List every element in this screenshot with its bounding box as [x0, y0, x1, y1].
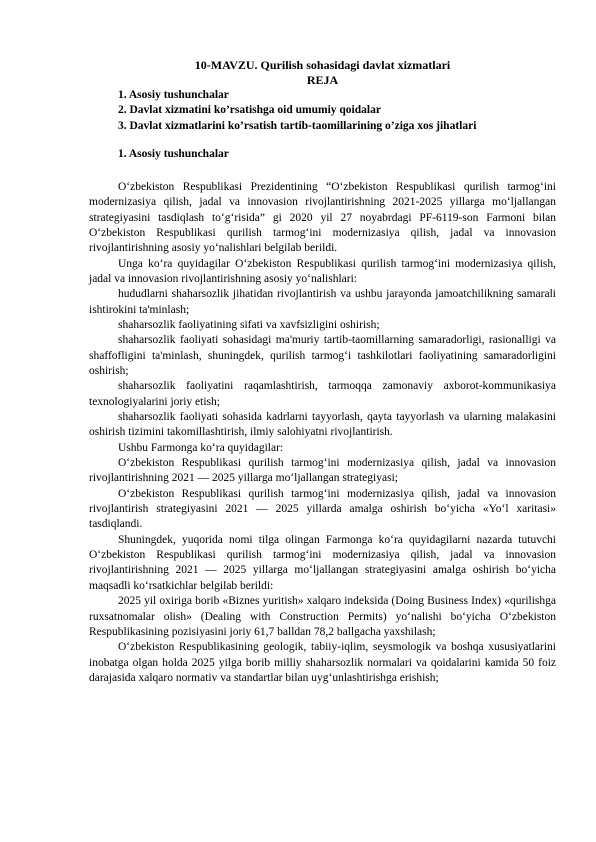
paragraph: shaharsozlik faoliyati sohasidagi ma'muriy tartib-taomillarning samaradorligi, rasionalligi va shaffofligini ta'minlash, shuningdek, qurilish tarmog‘i tashkilotlari faoliyatining samaradorligini oshirish;: [89, 334, 556, 378]
paragraph: O‘zbekiston Respublikasining geologik, tabiiy-iqlim, seysmologik va boshqa xususiyatlarini inobatga olgan holda 2025 yilga borib milliy shaharsozlik normalari va qoidalarini kamida 50 foiz darajasida xalqaro normativ va standartlar bilan uyg‘unlashtirishga erishish;: [89, 641, 556, 684]
document-title: 10-MAVZU. Qurilish sohasidagi davlat xizmatlari: [194, 58, 451, 72]
paragraph: shaharsozlik faoliyatining sifati va xavfsizligini oshirish;: [118, 318, 380, 331]
paragraph: shaharsozlik faoliyatini raqamlashtirish, tarmoqqa zamonaviy axborot-kommunikasiya texnologiyalarini joriy etish;: [89, 380, 556, 408]
plan-item: 3. Davlat xizmatlarini ko’rsatish tartib-taomillarining o’ziga xos jihatlari: [118, 119, 477, 132]
paragraph: 2025 yil oxiriga borib «Biznes yuritish» xalqaro indeksida (Doing Business Index) «qurilishga ruxsatnomalar olish» (Dealing with Construction Permits) yo‘nalishi bo‘yicha O‘zbekiston Respublikasining pozisiyasini joriy 61,7 balldan 78,2 ballgacha yaxshilash;: [89, 595, 556, 638]
paragraph: Shuningdek, yuqorida nomi tilga olingan Farmonga ko‘ra quyidagilarni nazarda tutuvchi O‘zbekiston Respublikasi qurilish tarmog‘ini modernizasiya qilish, jadal va innovasion rivojlantirishning 2021 — 2025 yillarga mo‘ljallangan strategiyasini amalga oshirish bo‘yicha maqsadli ko‘rsatkichlar belgilab berildi:: [89, 533, 556, 592]
plan-item: 1. Asosiy tushunchalar: [118, 89, 229, 101]
plan-item: 2. Davlat xizmatini ko’rsatishga oid umumiy qoidalar: [118, 104, 381, 117]
paragraph: O‘zbekiston Respublikasi Prezidentining “O‘zbekiston Respublikasi qurilish tarmog‘ini modernizasiya qilish, jadal va innovasion rivojlantirishning 2021-2025 yillarga mo‘ljallangan strategiyasini tasdiqlash to‘g‘risida” gi 2020 yil 27 noyabrdagi PF-6119-son Farmoni bilan O‘zbekiston Respublikasi qurilish tarmog‘ini modernizasiya qilish, jadal va innovasion rivojlantirishning asosiy yo‘nalishlari belgilab berildi.: [89, 180, 556, 255]
paragraph: Ushbu Farmonga ko‘ra quyidagilar:: [118, 441, 284, 454]
paragraph: O‘zbekiston Respublikasi qurilish tarmog‘ini modernizasiya qilish, jadal va innovasion rivojlantirishning 2021 — 2025 yillarga mo‘ljallangan strategiyasi;: [89, 457, 556, 485]
paragraph: O‘zbekiston Respublikasi qurilish tarmog‘ini modernizasiya qilish, jadal va innovasion rivojlantirish strategiyasini 2021 — 2025 yillarda amalga oshirish bo‘yicha «Yo‘l xaritasi» tasdiqlandi.: [89, 487, 556, 531]
paragraph: hududlarni shaharsozlik jihatidan rivojlantirish va ushbu jarayonda jamoatchilikning samarali ishtirokini ta'minlash;: [89, 288, 556, 316]
plan-list: [89, 88, 556, 134]
body-text: [89, 180, 556, 686]
paragraph: Unga ko‘ra quyidagilar O‘zbekiston Respublikasi qurilish tarmog‘ini modernizasiya qilish, jadal va innovasion rivojlantirishning asosiy yo‘nalishlari:: [89, 257, 556, 285]
paragraph: shaharsozlik faoliyati sohasida kadrlarni tayyorlash, qayta tayyorlash va ularning malakasini oshirish tizimini takomillashtirish, ilmiy salohiyatni rivojlantirish.: [89, 411, 556, 439]
plan-heading: REJA: [306, 73, 339, 87]
document-page: [89, 58, 556, 686]
section-heading: 1. Asosiy tushunchalar: [118, 147, 229, 160]
